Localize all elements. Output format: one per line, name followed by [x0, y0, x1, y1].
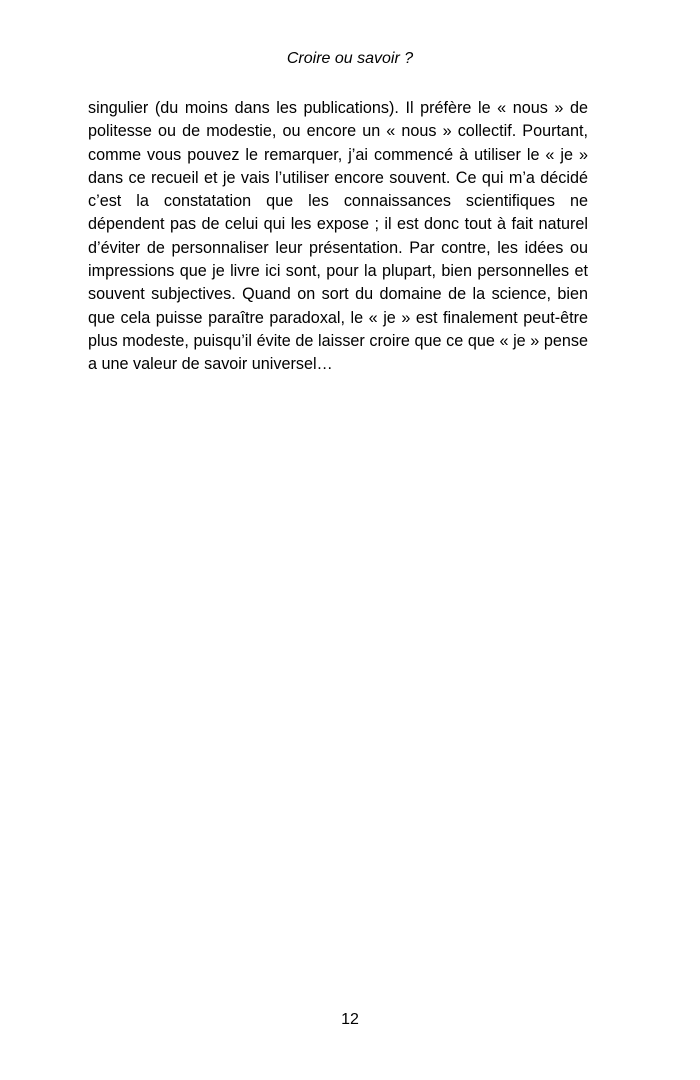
page-number: 12: [341, 1011, 359, 1028]
running-header-title: Croire ou savoir ?: [286, 50, 414, 67]
body-paragraph: singulier (du moins dans les publications). Il préfère le « nous » de politesse ou de modestie, ou encore un « nous » collectif. Pourtant, comme vous pouvez le remarquer, j’ai commencé à utiliser le « je » dans ce recueil et je vais l’utiliser encore souvent. Ce qui m’a décidé c’est la constatation que les connaissances scientifiques ne dépendent pas de celui qui les expose ; il est donc tout à fait naturel d’éviter de personnaliser leur présentation. Par contre, les idées ou impressions que je livre ici sont, pour la plupart, bien personnelles et souvent subjectives. Quand on sort du domaine de la science, bien que cela puisse paraître paradoxal, le « je » est finalement peut-être plus modeste, puisqu’il évite de laisser croire que ce que « je » pense a une valeur de savoir universel…: [88, 99, 588, 374]
